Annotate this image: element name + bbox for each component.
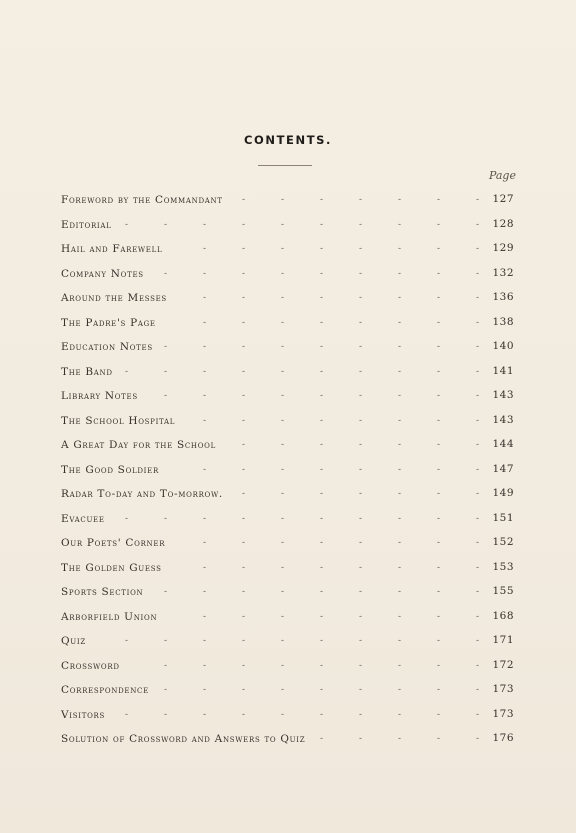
leader-dash: - (359, 244, 363, 254)
toc-entry (0, 531, 576, 556)
toc-entry-title: Editorial (61, 218, 112, 231)
leader-dash: - (476, 562, 480, 573)
leader-dash: - (242, 685, 246, 695)
leader-dash: - (437, 660, 441, 671)
leader-dash: - (242, 219, 246, 230)
toc-entry-page-number: 149 (492, 487, 514, 499)
leader-dash: - (242, 391, 246, 401)
leader-dash: - (164, 636, 168, 646)
leader-dash: - (398, 709, 402, 720)
leader-dash: - (320, 709, 324, 720)
leader-dash: - (203, 513, 207, 524)
toc-entry (0, 384, 576, 409)
toc-entry-page-number: 168 (492, 609, 514, 622)
leader-dash: - (203, 415, 207, 426)
leader-dash: - (437, 734, 441, 744)
leader-dash: - (359, 219, 363, 230)
toc-entry (0, 703, 576, 728)
toc-entry (0, 605, 576, 630)
leader-dash: - (476, 587, 480, 597)
leader-dash: - (359, 464, 363, 475)
leader-dash: - (476, 685, 480, 695)
leader-dash: - (359, 195, 363, 205)
leader-dash: - (476, 611, 480, 622)
leader-dash: - (398, 734, 402, 744)
leader-dash: - (281, 219, 285, 230)
leader-dash: - (437, 244, 441, 254)
leader-dash: - (359, 660, 363, 671)
leader-dash: - (437, 219, 441, 230)
leader-dash: - (320, 440, 324, 450)
leader-dash: - (125, 366, 129, 377)
toc-entry-page-number: 171 (492, 634, 514, 646)
leader-dash: - (320, 685, 324, 695)
toc-entry (0, 213, 576, 238)
toc-entry-page-number: 141 (492, 364, 514, 377)
leader-dash: - (203, 587, 207, 597)
leader-dash: - (398, 660, 402, 671)
leader-dash: - (320, 366, 324, 377)
leader-dash: - (203, 562, 207, 573)
leader-dash: - (281, 685, 285, 695)
leader-dash: - (281, 489, 285, 499)
leader-dash: - (125, 636, 129, 646)
toc-entry-page-number: 152 (492, 536, 514, 548)
leader-dash: - (281, 464, 285, 475)
leader-dash: - (398, 685, 402, 695)
leader-dash: - (359, 538, 363, 548)
leader-dash: - (242, 660, 246, 671)
leader-dash: - (320, 660, 324, 671)
leader-dash: - (476, 538, 480, 548)
leader-dash: - (281, 562, 285, 573)
leader-dash: - (242, 489, 246, 499)
leader-dash: - (281, 195, 285, 205)
toc-entry-page-number: 147 (492, 462, 514, 475)
toc-entry-title: Solution of Crossword and Answers to Quiz (61, 733, 306, 745)
leader-dash: - (281, 268, 285, 279)
leader-dash: - (437, 562, 441, 573)
toc-entry-title: Library Notes (61, 390, 138, 402)
leader-dash: - (359, 513, 363, 524)
leader-dash: - (476, 709, 480, 720)
leader-dash: - (437, 268, 441, 279)
leader-dash: - (242, 244, 246, 254)
leader-dash: - (203, 660, 207, 671)
toc-entry (0, 556, 576, 581)
leader-dash: - (203, 342, 207, 352)
leader-dash: - (476, 293, 480, 303)
leader-dash: - (281, 587, 285, 597)
toc-entry-title: Radar To-day and To-morrow. (61, 488, 223, 500)
toc-entry-title: Visitors (61, 708, 105, 721)
leader-dash: - (437, 293, 441, 303)
toc-entry-page-number: 143 (492, 389, 514, 401)
leader-dash: - (125, 513, 129, 524)
toc-entry-title: The Good Soldier (61, 463, 159, 476)
leader-dash: - (437, 342, 441, 352)
toc-entry-title: Around the Messes (61, 292, 167, 304)
table-of-contents (0, 188, 576, 752)
leader-dash: - (476, 513, 480, 524)
leader-dash: - (281, 636, 285, 646)
toc-entry-title: Quiz (61, 635, 86, 647)
toc-entry (0, 580, 576, 605)
leader-dash: - (359, 366, 363, 377)
toc-entry (0, 678, 576, 703)
leader-dash: - (164, 587, 168, 597)
leader-dash: - (281, 244, 285, 254)
toc-entry-title: Hail and Farewell (61, 243, 163, 255)
leader-dash: - (476, 440, 480, 450)
leader-dash: - (242, 587, 246, 597)
leader-dash: - (398, 293, 402, 303)
leader-dash: - (203, 611, 207, 622)
leader-dash: - (398, 195, 402, 205)
leader-dash: - (359, 562, 363, 573)
leader-dash: - (359, 342, 363, 352)
leader-dash: - (281, 366, 285, 377)
toc-entry (0, 507, 576, 532)
leader-dash: - (242, 709, 246, 720)
leader-dash: - (398, 611, 402, 622)
leader-dash: - (242, 366, 246, 377)
leader-dash: - (242, 562, 246, 573)
toc-entry-page-number: 173 (492, 707, 514, 720)
leader-dash: - (320, 219, 324, 230)
toc-entry-title: Company Notes (61, 267, 144, 280)
leader-dash: - (281, 293, 285, 303)
leader-dash: - (320, 391, 324, 401)
toc-entry (0, 335, 576, 360)
leader-dash: - (476, 219, 480, 230)
leader-dash: - (320, 611, 324, 622)
toc-entry-title: The Band (61, 365, 113, 378)
leader-dash: - (398, 562, 402, 573)
leader-dash: - (320, 244, 324, 254)
leader-dash: - (398, 219, 402, 230)
leader-dash: - (203, 709, 207, 720)
leader-dash: - (203, 268, 207, 279)
toc-entry (0, 433, 576, 458)
leader-dash: - (437, 538, 441, 548)
leader-dash: - (164, 268, 168, 279)
toc-entry-title: Sports Section (61, 586, 144, 598)
leader-dash: - (125, 219, 129, 230)
leader-dash: - (164, 709, 168, 720)
leader-dash: - (437, 366, 441, 377)
leader-dash: - (476, 489, 480, 499)
toc-entry-page-number: 140 (492, 340, 514, 352)
toc-entry (0, 262, 576, 287)
leader-dash: - (359, 734, 363, 744)
leader-dash: - (398, 489, 402, 499)
leader-dash: - (476, 464, 480, 475)
leader-dash: - (437, 513, 441, 524)
leader-dash: - (164, 391, 168, 401)
toc-entry-page-number: 151 (492, 511, 514, 524)
leader-dash: - (164, 366, 168, 377)
leader-dash: - (242, 513, 246, 524)
leader-dash: - (398, 244, 402, 254)
leader-dash: - (437, 489, 441, 499)
heading-rule (258, 165, 312, 166)
leader-dash: - (437, 587, 441, 597)
leader-dash: - (359, 709, 363, 720)
leader-dash: - (359, 440, 363, 450)
leader-dash: - (320, 195, 324, 205)
leader-dash: - (476, 268, 480, 279)
leader-dash: - (281, 660, 285, 671)
leader-dash: - (281, 415, 285, 426)
toc-entry (0, 458, 576, 483)
leader-dash: - (359, 685, 363, 695)
leader-dash: - (320, 464, 324, 475)
leader-dash: - (242, 317, 246, 328)
toc-entry-page-number: 155 (492, 585, 514, 597)
toc-entry-page-number: 136 (492, 291, 514, 303)
leader-dash: - (281, 709, 285, 720)
leader-dash: - (320, 342, 324, 352)
leader-dash: - (398, 636, 402, 646)
leader-dash: - (359, 268, 363, 279)
toc-entry (0, 482, 576, 507)
leader-dash: - (476, 734, 480, 744)
toc-entry-page-number: 153 (492, 560, 514, 573)
leader-dash: - (281, 342, 285, 352)
leader-dash: - (242, 195, 246, 205)
leader-dash: - (398, 317, 402, 328)
leader-dash: - (437, 709, 441, 720)
leader-dash: - (242, 342, 246, 352)
leader-dash: - (203, 366, 207, 377)
toc-entry-title: The School Hospital (61, 414, 176, 427)
toc-entry-page-number: 128 (492, 217, 514, 230)
toc-entry (0, 629, 576, 654)
leader-dash: - (359, 587, 363, 597)
page-column-label: Page (488, 169, 516, 182)
leader-dash: - (398, 415, 402, 426)
toc-entry-page-number: 127 (492, 193, 514, 205)
toc-entry-title: A Great Day for the School (61, 439, 216, 451)
contents-heading: CONTENTS. (243, 133, 333, 147)
toc-entry-title: Correspondence (61, 684, 149, 696)
leader-dash: - (476, 195, 480, 205)
leader-dash: - (164, 219, 168, 230)
leader-dash: - (437, 636, 441, 646)
toc-entry-page-number: 173 (492, 683, 514, 695)
leader-dash: - (476, 317, 480, 328)
leader-dash: - (242, 293, 246, 303)
toc-entry-page-number: 144 (492, 438, 514, 450)
leader-dash: - (320, 293, 324, 303)
toc-entry-page-number: 138 (492, 315, 514, 328)
leader-dash: - (320, 268, 324, 279)
toc-entry (0, 286, 576, 311)
toc-entry-page-number: 172 (492, 658, 514, 671)
leader-dash: - (437, 195, 441, 205)
leader-dash: - (320, 587, 324, 597)
leader-dash: - (203, 685, 207, 695)
leader-dash: - (281, 391, 285, 401)
toc-entry-page-number: 176 (492, 732, 514, 744)
leader-dash: - (125, 709, 129, 720)
toc-entry-title: The Padre's Page (61, 316, 156, 329)
leader-dash: - (320, 734, 324, 744)
leader-dash: - (281, 440, 285, 450)
leader-dash: - (398, 342, 402, 352)
toc-entry-title: Crossword (61, 659, 120, 672)
leader-dash: - (281, 611, 285, 622)
leader-dash: - (242, 440, 246, 450)
leader-dash: - (242, 415, 246, 426)
leader-dash: - (203, 464, 207, 475)
toc-entry-page-number: 143 (492, 413, 514, 426)
leader-dash: - (164, 660, 168, 671)
leader-dash: - (359, 489, 363, 499)
toc-entry-title: Foreword by the Commandant (61, 194, 223, 206)
leader-dash: - (398, 513, 402, 524)
leader-dash: - (203, 538, 207, 548)
leader-dash: - (203, 244, 207, 254)
leader-dash: - (398, 391, 402, 401)
leader-dash: - (359, 636, 363, 646)
leader-dash: - (359, 415, 363, 426)
toc-entry (0, 311, 576, 336)
toc-entry-title: Arborfield Union (61, 610, 158, 623)
leader-dash: - (281, 538, 285, 548)
leader-dash: - (398, 464, 402, 475)
leader-dash: - (320, 415, 324, 426)
leader-dash: - (164, 342, 168, 352)
leader-dash: - (320, 513, 324, 524)
toc-entry-title: Evacuee (61, 512, 105, 525)
leader-dash: - (242, 611, 246, 622)
leader-dash: - (476, 415, 480, 426)
leader-dash: - (242, 464, 246, 475)
leader-dash: - (320, 538, 324, 548)
leader-dash: - (476, 366, 480, 377)
leader-dash: - (437, 317, 441, 328)
leader-dash: - (437, 391, 441, 401)
leader-dash: - (281, 513, 285, 524)
leader-dash: - (320, 562, 324, 573)
leader-dash: - (164, 513, 168, 524)
leader-dash: - (398, 366, 402, 377)
leader-dash: - (320, 317, 324, 328)
leader-dash: - (281, 317, 285, 328)
toc-entry (0, 409, 576, 434)
leader-dash: - (476, 391, 480, 401)
leader-dash: - (203, 317, 207, 328)
toc-entry-title: The Golden Guess (61, 561, 162, 574)
leader-dash: - (437, 415, 441, 426)
leader-dash: - (242, 636, 246, 646)
leader-dash: - (476, 244, 480, 254)
leader-dash: - (164, 685, 168, 695)
leader-dash: - (320, 636, 324, 646)
toc-entry (0, 237, 576, 262)
toc-entry (0, 360, 576, 385)
leader-dash: - (437, 440, 441, 450)
leader-dash: - (398, 587, 402, 597)
leader-dash: - (203, 636, 207, 646)
leader-dash: - (320, 489, 324, 499)
toc-entry-title: Our Poets' Corner (61, 537, 166, 549)
leader-dash: - (398, 440, 402, 450)
leader-dash: - (398, 268, 402, 279)
leader-dash: - (437, 611, 441, 622)
leader-dash: - (242, 268, 246, 279)
toc-entry (0, 654, 576, 679)
leader-dash: - (359, 391, 363, 401)
leader-dash: - (359, 317, 363, 328)
leader-dash: - (398, 538, 402, 548)
leader-dash: - (203, 219, 207, 230)
leader-dash: - (437, 685, 441, 695)
toc-entry-title: Education Notes (61, 341, 153, 353)
leader-dash: - (203, 391, 207, 401)
toc-entry (0, 727, 576, 752)
leader-dash: - (242, 538, 246, 548)
toc-entry-page-number: 132 (492, 266, 514, 279)
leader-dash: - (476, 342, 480, 352)
leader-dash: - (359, 293, 363, 303)
toc-entry (0, 188, 576, 213)
leader-dash: - (359, 611, 363, 622)
toc-entry-page-number: 129 (492, 242, 514, 254)
leader-dash: - (203, 293, 207, 303)
leader-dash: - (437, 464, 441, 475)
leader-dash: - (476, 660, 480, 671)
leader-dash: - (476, 636, 480, 646)
